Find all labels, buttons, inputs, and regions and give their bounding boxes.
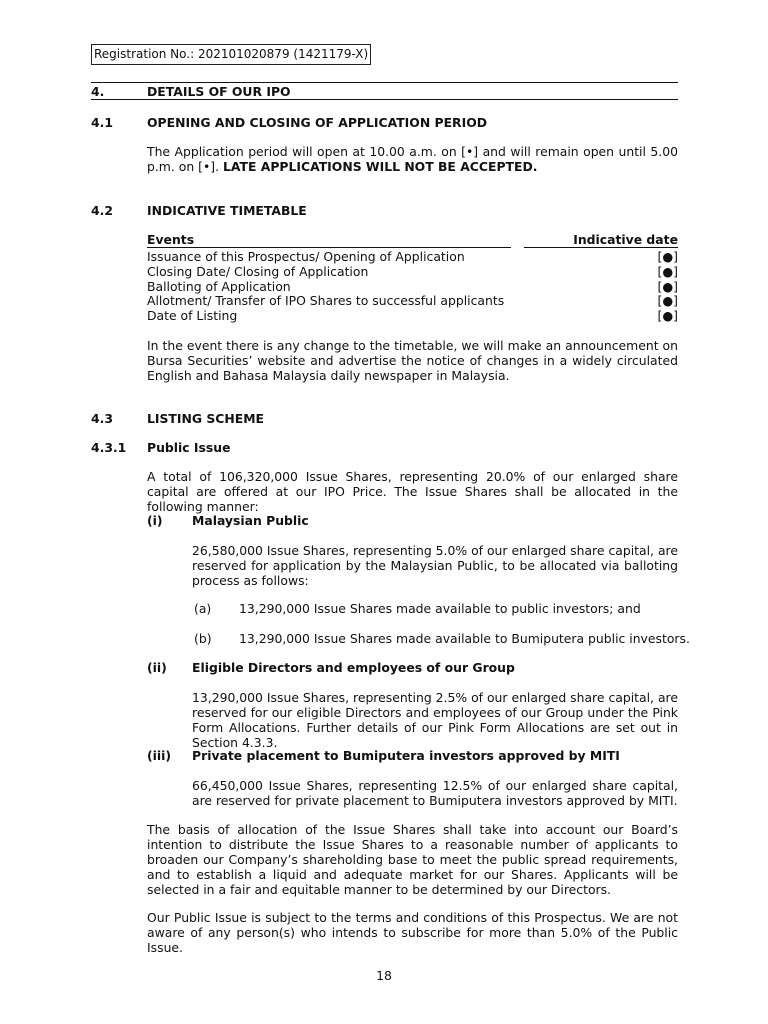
item-iii-text: 66,450,000 Issue Shares, representing 12.5% of our enlarged share capital, are reserved for private placement to Bumiputera investors approved by MITI.: [192, 778, 678, 808]
item-iii-title: Private placement to Bumiputera investors approved by MITI: [192, 748, 620, 763]
timetable-row: [147, 249, 678, 264]
public-issue-intro: A total of 106,320,000 Issue Shares, representing 20.0% of our enlarged share capital are offered at our IPO Price. The Issue Shares shall be allocated in the following manner:: [147, 469, 678, 514]
timetable-events-rule: [147, 247, 511, 248]
item-i-label: (i): [147, 513, 163, 528]
item-ii-title: Eligible Directors and employees of our Group: [192, 660, 515, 675]
page-number: 18: [376, 968, 392, 983]
timetable-event: Issuance of this Prospectus/ Opening of Application: [147, 249, 465, 264]
subsection-4-3-1-title: Public Issue: [147, 440, 231, 455]
public-issue-terms-paragraph: Our Public Issue is subject to the terms and conditions of this Prospectus. We are not aware of any person(s) who intends to subscribe for more than 5.0% of the Public Issue.: [147, 910, 678, 955]
application-period-paragraph: [147, 144, 678, 174]
timetable-date: [●]: [657, 264, 678, 279]
registration-number-box: [91, 44, 371, 65]
subsection-4-3-title: LISTING SCHEME: [147, 411, 264, 426]
sub-item-a-text: 13,290,000 Issue Shares made available to public investors; and: [239, 601, 641, 616]
timetable-date-rule: [524, 247, 678, 248]
timetable-date: [●]: [657, 249, 678, 264]
subsection-4-3-number: 4.3: [91, 411, 113, 426]
late-applications-notice: LATE APPLICATIONS WILL NOT BE ACCEPTED.: [223, 159, 538, 174]
subsection-4-2-title: INDICATIVE TIMETABLE: [147, 203, 307, 218]
timetable-date: [●]: [657, 293, 678, 308]
item-iii-label: (iii): [147, 748, 172, 763]
section-title: DETAILS OF OUR IPO: [147, 84, 291, 99]
timetable-row: [147, 293, 678, 308]
subsection-4-2-number: 4.2: [91, 203, 113, 218]
registration-number: Registration No.: 202101020879 (1421179-X): [94, 47, 369, 61]
timetable-row: [147, 279, 678, 294]
sub-item-b-text: 13,290,000 Issue Shares made available to Bumiputera public investors.: [239, 631, 690, 646]
subsection-4-1-number: 4.1: [91, 115, 113, 130]
timetable-header-date: Indicative date: [573, 232, 678, 247]
sub-item-a-label: (a): [194, 601, 212, 616]
item-i-text: 26,580,000 Issue Shares, representing 5.0% of our enlarged share capital, are reserved for application by the Malaysian Public, to be allocated via balloting process as follows:: [192, 543, 678, 588]
item-ii-text: 13,290,000 Issue Shares, representing 2.5% of our enlarged share capital, are reserved for our eligible Directors and employees of our Group under the Pink Form Allocations. Further details of our Pink Form Allocations are set out in Section 4.3.3.: [192, 690, 678, 750]
section-top-rule: [91, 82, 678, 83]
allocation-basis-paragraph: The basis of allocation of the Issue Shares shall take into account our Board’s intention to distribute the Issue Shares to a reasonable number of applicants to broaden our Company’s shareholding base to meet the public spread requirements, and to establish a liquid and adequate market for our Shares. Applicants will be selected in a fair and equitable manner to be determined by our Directors.: [147, 822, 678, 897]
item-ii-label: (ii): [147, 660, 167, 675]
section-bottom-rule: [91, 99, 678, 100]
timetable-date: [●]: [657, 308, 678, 323]
timetable-row: [147, 264, 678, 279]
application-period-text: The Application period will open at 10.00 a.m. on [•] and will remain open until 5.00 p.m. on [•].: [147, 144, 678, 174]
section-number: 4.: [91, 84, 105, 99]
timetable-header-events: Events: [147, 232, 195, 247]
timetable-event: Allotment/ Transfer of IPO Shares to successful applicants: [147, 293, 505, 308]
timetable-row: [147, 308, 678, 323]
timetable-change-note: In the event there is any change to the timetable, we will make an announcement on Bursa Securities’ website and advertise the notice of changes in a widely circulated English and Bahasa Malaysia daily newspaper in Malaysia.: [147, 338, 678, 383]
timetable-event: Closing Date/ Closing of Application: [147, 264, 369, 279]
timetable-event: Date of Listing: [147, 308, 238, 323]
timetable-date: [●]: [657, 279, 678, 294]
item-i-title: Malaysian Public: [192, 513, 309, 528]
subsection-4-1-title: OPENING AND CLOSING OF APPLICATION PERIOD: [147, 115, 488, 130]
timetable-event: Balloting of Application: [147, 279, 291, 294]
sub-item-b-label: (b): [194, 631, 212, 646]
subsection-4-3-1-number: 4.3.1: [91, 440, 127, 455]
